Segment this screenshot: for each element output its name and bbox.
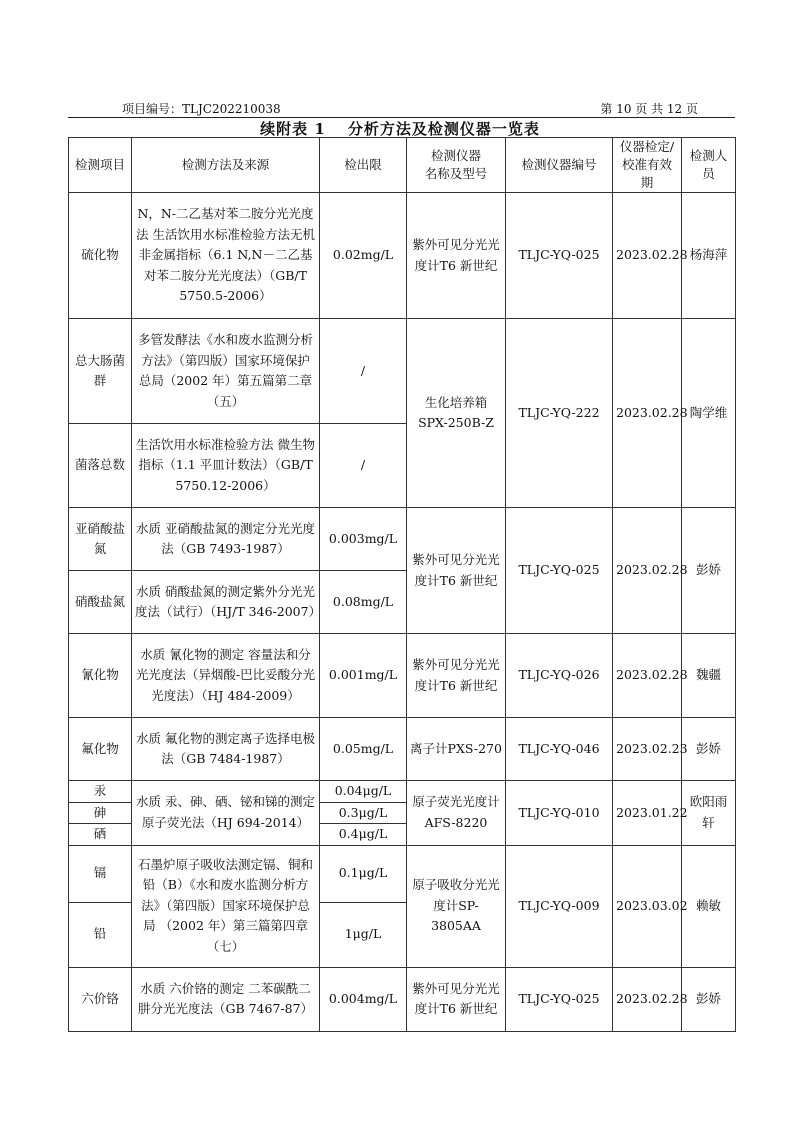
method-cell: 水质 六价铬的测定 二苯碳酰二肼分光光度法（GB 7467-87）	[132, 967, 320, 1031]
instrument-cell: 紫外可见分光光度计T6 新世纪	[407, 193, 506, 319]
limit-cell: 0.001mg/L	[320, 634, 407, 718]
instrument-no-cell: TLJC-YQ-025	[506, 508, 613, 634]
limit-cell: 0.05mg/L	[320, 718, 407, 781]
col-validity	[613, 138, 682, 193]
instrument-no-cell: TLJC-YQ-025	[506, 967, 613, 1031]
table-row	[69, 781, 736, 803]
instrument-cell: 紫外可见分光光度计T6 新世纪	[407, 634, 506, 718]
table-row	[69, 967, 736, 1031]
methods-table	[68, 137, 736, 1032]
validity-cell: 2023.01.22	[613, 781, 682, 846]
instrument-no-cell: TLJC-YQ-046	[506, 718, 613, 781]
item-cell: 硝酸盐氮	[69, 571, 132, 634]
validity-cell: 2023.03.02	[613, 845, 682, 967]
item-cell: 总大肠菌群	[69, 319, 132, 424]
validity-cell: 2023.02.23	[613, 718, 682, 781]
col-validity-line2: 校准有效期	[621, 157, 672, 190]
limit-cell: 0.04μg/L	[320, 781, 407, 803]
col-method: 检测方法及来源	[132, 138, 320, 193]
limit-cell: 0.003mg/L	[320, 508, 407, 571]
item-cell: 汞	[69, 781, 132, 803]
method-cell: 生活饮用水标准检验方法 微生物指标（1.1 平皿计数法）（GB/T 5750.12-2006）	[132, 424, 320, 508]
col-person: 检测人员	[682, 138, 736, 193]
item-cell: 氟化物	[69, 718, 132, 781]
table-row	[69, 634, 736, 718]
method-cell: 水质 氟化物的测定离子选择电极法（GB 7484-1987）	[132, 718, 320, 781]
page-info: 第 10 页 共 12 页	[600, 102, 698, 116]
limit-cell: 0.02mg/L	[320, 193, 407, 319]
person-cell: 赖敏	[682, 845, 736, 967]
table-row	[69, 319, 736, 424]
person-cell: 彭娇	[682, 967, 736, 1031]
instrument-cell: 紫外可见分光光度计T6 新世纪	[407, 967, 506, 1031]
person-cell: 杨海萍	[682, 193, 736, 319]
validity-cell: 2023.02.28	[613, 634, 682, 718]
table-row	[69, 193, 736, 319]
validity-cell: 2023.02.28	[613, 193, 682, 319]
instrument-cell: 紫外可见分光光度计T6 新世纪	[407, 508, 506, 634]
person-cell: 欧阳雨轩	[682, 781, 736, 846]
limit-cell: 0.08mg/L	[320, 571, 407, 634]
limit-cell: 0.1μg/L	[320, 845, 407, 902]
col-instrument-no: 检测仪器编号	[506, 138, 613, 193]
item-cell: 硒	[69, 824, 132, 846]
item-cell: 氰化物	[69, 634, 132, 718]
method-cell: 石墨炉原子吸收法测定镉、铜和铅（B）《水和废水监测分析方法》（第四版）国家环境保护总局 （2002 年）第三篇第四章（七）	[132, 845, 320, 967]
instrument-no-cell: TLJC-YQ-026	[506, 634, 613, 718]
table-title	[0, 118, 800, 139]
method-cell: 水质 亚硝酸盐氮的测定分光光度法（GB 7493-1987）	[132, 508, 320, 571]
instrument-no-cell: TLJC-YQ-010	[506, 781, 613, 846]
col-limit: 检出限	[320, 138, 407, 193]
person-cell: 彭娇	[682, 718, 736, 781]
method-cell: N，N-二乙基对苯二胺分光光度法 生活饮用水标准检验方法无机非金属指标（6.1 N,N－二乙基对苯二胺分光光度法）（GB/T 5750.5-2006）	[132, 193, 320, 319]
method-cell: 多管发酵法《水和废水监测分析方法》（第四版）国家环境保护总局（2002 年）第五篇第二章（五）	[132, 319, 320, 424]
instrument-cell: 原子吸收分光光度计SP-3805AA	[407, 845, 506, 967]
validity-cell: 2023.02.28	[613, 967, 682, 1031]
instrument-no-cell: TLJC-YQ-222	[506, 319, 613, 508]
limit-cell: 0.004mg/L	[320, 967, 407, 1031]
validity-cell: 2023.02.28	[613, 319, 682, 508]
item-cell: 镉	[69, 845, 132, 902]
limit-cell: 0.4μg/L	[320, 824, 407, 846]
limit-cell: 0.3μg/L	[320, 802, 407, 824]
instrument-no-cell: TLJC-YQ-009	[506, 845, 613, 967]
table-title-prefix: 续附表 1	[260, 120, 326, 138]
limit-cell: /	[320, 319, 407, 424]
table-row	[69, 508, 736, 571]
item-cell: 铅	[69, 902, 132, 967]
table-row	[69, 845, 736, 902]
col-instrument	[407, 138, 506, 193]
method-cell: 水质 氰化物的测定 容量法和分光光度法（异烟酸-巴比妥酸分光光度法）（HJ 484-2009）	[132, 634, 320, 718]
person-cell: 魏疆	[682, 634, 736, 718]
table-header-row	[69, 138, 736, 193]
table-row	[69, 718, 736, 781]
limit-cell: 1μg/L	[320, 902, 407, 967]
project-number: 项目编号：TLJC202210038	[122, 102, 281, 116]
item-cell: 砷	[69, 802, 132, 824]
method-cell: 水质 硝酸盐氮的测定紫外分光光度法（试行）（HJ/T 346-2007）	[132, 571, 320, 634]
validity-cell: 2023.02.28	[613, 508, 682, 634]
person-cell: 陶学维	[682, 319, 736, 508]
item-cell: 硫化物	[69, 193, 132, 319]
table-title-text: 分析方法及检测仪器一览表	[347, 120, 540, 138]
item-cell: 六价铬	[69, 967, 132, 1031]
instrument-cell: 生化培养箱SPX-250B-Z	[407, 319, 506, 508]
item-cell: 亚硝酸盐氮	[69, 508, 132, 571]
item-cell: 菌落总数	[69, 424, 132, 508]
col-validity-line1: 仪器检定/	[619, 139, 675, 154]
instrument-no-cell: TLJC-YQ-025	[506, 193, 613, 319]
col-instrument-line1: 检测仪器	[430, 148, 481, 163]
instrument-cell: 原子荧光光度计AFS-8220	[407, 781, 506, 846]
col-instrument-line2: 名称及型号	[424, 166, 488, 181]
method-cell: 水质 汞、砷、硒、铋和锑的测定 原子荧光法（HJ 694-2014）	[132, 781, 320, 846]
person-cell: 彭娇	[682, 508, 736, 634]
instrument-cell: 离子计PXS-270	[407, 718, 506, 781]
limit-cell: /	[320, 424, 407, 508]
col-item: 检测项目	[69, 138, 132, 193]
